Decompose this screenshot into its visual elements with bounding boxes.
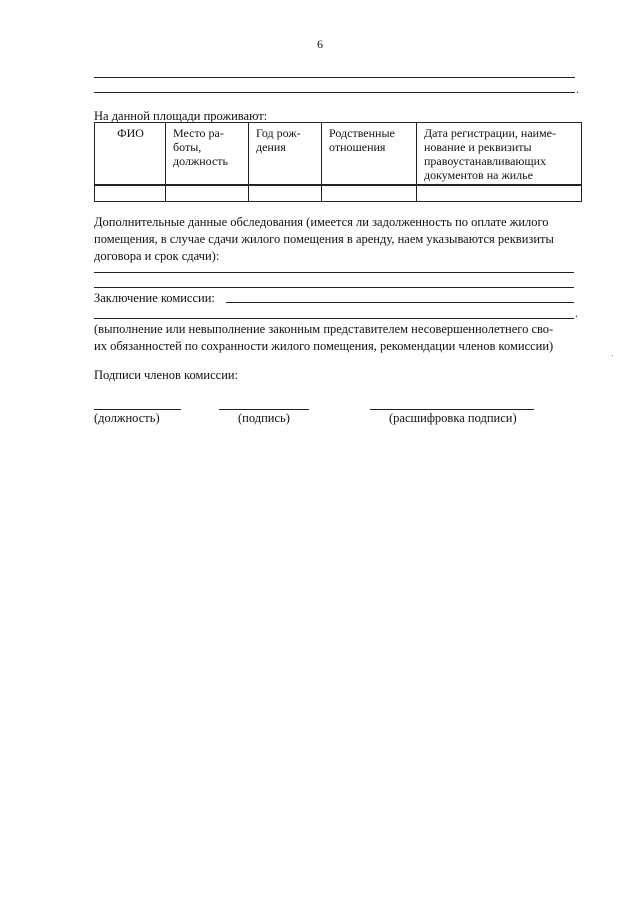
table-cell[interactable] <box>166 185 249 202</box>
conclusion-note-line-1: (выполнение или невыполнение законным представителем несовершеннолетнего сво- <box>94 322 554 336</box>
column-header-relationship: Родственные отношения <box>322 123 417 186</box>
blank-line-top-1 <box>94 77 575 78</box>
table-cell[interactable] <box>322 185 417 202</box>
conclusion-note-line-2: их обязанностей по сохранности жилого помещения, рекомендации членов комиссии) <box>94 339 554 353</box>
additional-data-blank-line-1[interactable] <box>94 272 574 273</box>
position-signature-line[interactable] <box>94 409 181 410</box>
column-header-name: ФИО <box>95 123 166 186</box>
position-label: (должность) <box>94 411 160 425</box>
additional-data-text <box>94 214 574 265</box>
residents-table <box>94 122 582 202</box>
table-cell[interactable] <box>417 185 582 202</box>
line-end-dot: . <box>576 82 579 96</box>
conclusion-line-end-dot: . <box>575 306 578 320</box>
additional-data-line-3: договора и срок сдачи): <box>94 249 220 263</box>
signature-line[interactable] <box>219 409 309 410</box>
conclusion-note <box>94 321 574 355</box>
column-header-birth-year: Год рож-дения <box>249 123 322 186</box>
table-row <box>95 185 582 202</box>
page-number: 6 <box>317 37 323 51</box>
additional-data-blank-line-2[interactable] <box>94 287 574 288</box>
additional-data-line-2: помещения, в случае сдачи жилого помещения в аренду, наем указываются реквизиты <box>94 232 554 246</box>
additional-data-line-1: Дополнительные данные обследования (имеется ли задолженность по оплате жилого <box>94 215 549 229</box>
scan-artifact <box>612 355 613 356</box>
column-header-registration: Дата регистрации, наиме-нование и реквизиты правоустанавливающих документов на жилье <box>417 123 582 186</box>
conclusion-blank-line-2[interactable] <box>94 318 574 319</box>
blank-line-top-2 <box>94 92 575 93</box>
table-header-row <box>95 123 582 186</box>
decoding-label: (расшифровка подписи) <box>389 411 517 425</box>
table-cell[interactable] <box>249 185 322 202</box>
conclusion-blank-line-1[interactable] <box>226 302 574 303</box>
signatures-heading: Подписи членов комиссии: <box>94 368 239 382</box>
conclusion-label: Заключение комиссии: <box>94 291 215 305</box>
decoding-signature-line[interactable] <box>370 409 534 410</box>
column-header-workplace: Место ра-боты, должность <box>166 123 249 186</box>
table-cell[interactable] <box>95 185 166 202</box>
signature-label: (подпись) <box>238 411 290 425</box>
residents-caption: На данной площади проживают: <box>94 109 268 123</box>
